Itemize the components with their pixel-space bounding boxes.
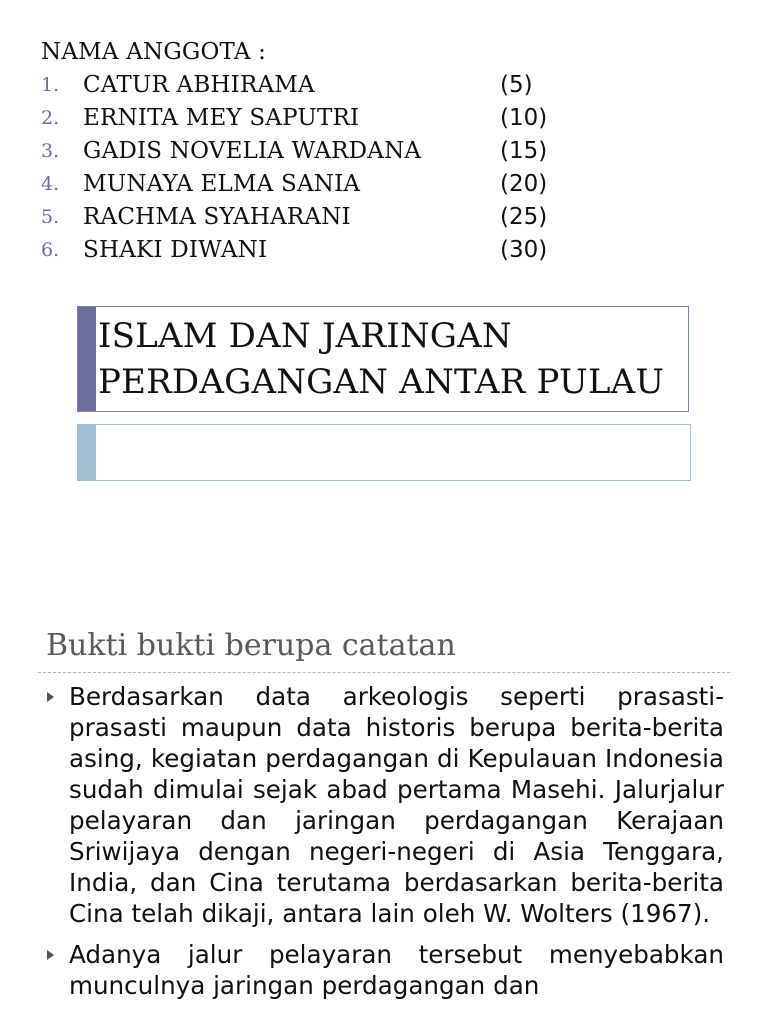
slide-subtitle-box: [77, 424, 691, 481]
member-row: [41, 201, 601, 234]
member-name: GADIS NOVELIA WARDANA: [83, 138, 422, 164]
member-attendance-number: (10): [500, 105, 548, 131]
slide-title-line-2: PERDAGANGAN ANTAR PULAU: [98, 362, 665, 402]
member-number: 5.: [41, 206, 60, 228]
bullet-arrow-icon: [47, 950, 54, 960]
member-name: RACHMA SYAHARANI: [83, 204, 351, 230]
member-attendance-number: (5): [500, 72, 533, 98]
bullet-arrow-icon: [47, 692, 54, 702]
bullet-item: [44, 939, 724, 1001]
member-attendance-number: (25): [500, 204, 548, 230]
member-number: 4.: [41, 173, 60, 195]
member-number: 6.: [41, 239, 60, 261]
member-row: [41, 135, 601, 168]
member-name: CATUR ABHIRAMA: [83, 72, 315, 98]
member-row: [41, 234, 601, 267]
member-attendance-number: (15): [500, 138, 548, 164]
member-attendance-number: (30): [500, 237, 548, 263]
member-number: 3.: [41, 140, 60, 162]
member-row: [41, 102, 601, 135]
bullet-list: [44, 681, 724, 1011]
slide-title: [98, 313, 688, 405]
member-number: 2.: [41, 107, 60, 129]
member-list-header: NAMA ANGGOTA :: [41, 39, 267, 65]
member-name: ERNITA MEY SAPUTRI: [83, 105, 360, 131]
member-list: [41, 36, 601, 267]
section-heading: Bukti bukti berupa catatan: [46, 628, 456, 663]
heading-divider: [38, 672, 730, 673]
member-row: [41, 168, 601, 201]
member-attendance-number: (20): [500, 171, 548, 197]
slide-title-box: [77, 306, 689, 412]
member-name: MUNAYA ELMA SANIA: [83, 171, 361, 197]
bullet-text: Berdasarkan data arkeologis seperti prasasti-prasasti maupun data historis berupa berita-berita asing, kegiatan perdagangan di Kepulauan Indonesia sudah dimulai sejak abad pertama Masehi. Jalurjalur pelayaran dan jaringan perdagangan Kerajaan Sriwijaya dengan negeri-negeri di Asia Tenggara, India, dan Cina terutama berdasarkan berita-berita Cina telah dikaji, antara lain oleh W. Wolters (1967).: [69, 682, 724, 928]
title-accent-bar: [78, 307, 96, 411]
bullet-text: Adanya jalur pelayaran tersebut menyebabkan munculnya jaringan perdagangan dan: [69, 940, 724, 1000]
member-row: [41, 69, 601, 102]
member-name: SHAKI DIWANI: [83, 237, 268, 263]
subtitle-accent-bar: [78, 425, 96, 480]
bullet-item: [44, 681, 724, 929]
member-number: 1.: [41, 74, 60, 96]
slide-title-line-1: ISLAM DAN JARINGAN: [98, 316, 512, 356]
